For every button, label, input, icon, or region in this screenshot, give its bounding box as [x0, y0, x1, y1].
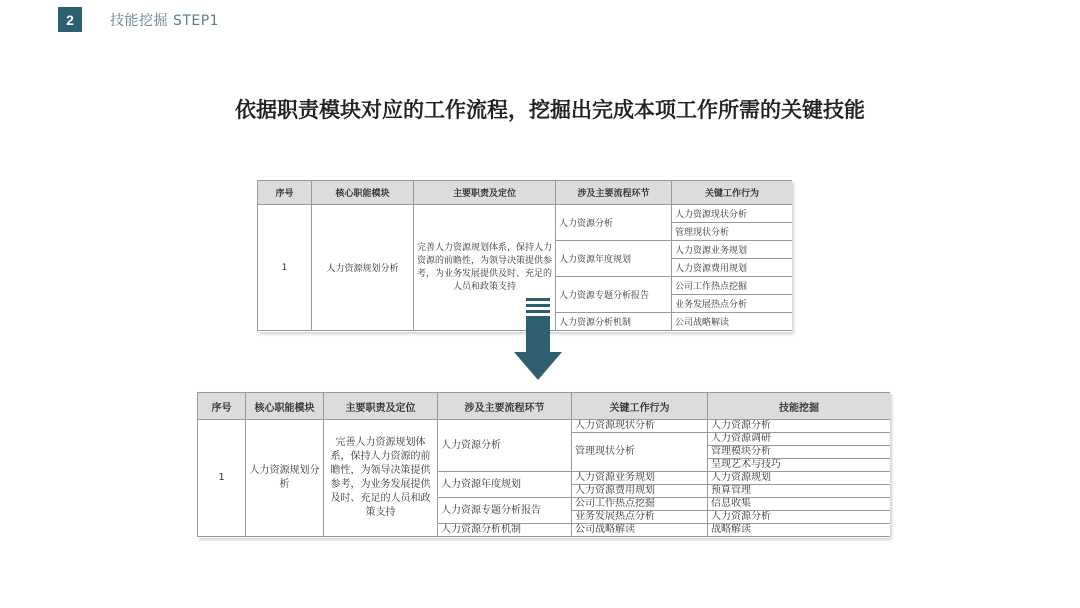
down-arrow-icon [514, 296, 562, 382]
cell-index: 1 [258, 205, 312, 331]
header-process: 涉及主要流程环节 [438, 393, 572, 420]
cell-skill: 人力资源调研 [708, 433, 891, 446]
cell-skill: 战略解读 [708, 524, 891, 537]
header-behavior: 关键工作行为 [672, 181, 793, 205]
cell-behavior: 公司战略解读 [672, 313, 793, 331]
cell-process: 人力资源年度规划 [556, 241, 672, 277]
section-number-badge: 2 [58, 7, 82, 32]
cell-skill: 预算管理 [708, 485, 891, 498]
cell-skill: 人力资源分析 [708, 511, 891, 524]
cell-behavior: 公司工作热点挖掘 [672, 277, 793, 295]
header-process: 涉及主要流程环节 [556, 181, 672, 205]
cell-behavior: 管理现状分析 [572, 433, 708, 472]
cell-duty: 完善人力资源规划体系，保持人力资源的前瞻性，为领导决策提供参考，为业务发展提供及时、充足的人员和政策支持 [414, 205, 556, 331]
cell-behavior: 人力资源现状分析 [672, 205, 793, 223]
cell-skill: 人力资源分析 [708, 420, 891, 433]
cell-process: 人力资源分析 [556, 205, 672, 241]
header-module: 核心职能模块 [312, 181, 414, 205]
cell-behavior: 业务发展热点分析 [572, 511, 708, 524]
cell-skill: 管理模块分析 [708, 446, 891, 459]
cell-behavior: 人力资源费用规划 [672, 259, 793, 277]
cell-behavior: 人力资源业务规划 [672, 241, 793, 259]
cell-module: 人力资源规划分析 [246, 420, 324, 537]
cell-process: 人力资源专题分析报告 [438, 498, 572, 524]
header-skill: 技能挖掘 [708, 393, 891, 420]
cell-behavior: 公司战略解读 [572, 524, 708, 537]
header-index: 序号 [258, 181, 312, 205]
cell-process: 人力资源分析机制 [438, 524, 572, 537]
section-title: 技能挖掘 STEP1 [110, 13, 220, 29]
header-duty: 主要职责及定位 [324, 393, 438, 420]
cell-process: 人力资源专题分析报告 [556, 277, 672, 313]
skill-mining-table [197, 392, 890, 538]
cell-skill: 人力资源规划 [708, 472, 891, 485]
cell-behavior: 业务发展热点分析 [672, 295, 793, 313]
header-index: 序号 [198, 393, 246, 420]
cell-behavior: 人力资源费用规划 [572, 485, 708, 498]
page-title: 依据职责模块对应的工作流程，挖掘出完成本项工作所需的关键技能 [235, 97, 865, 122]
cell-skill: 呈现艺术与技巧 [708, 459, 891, 472]
table-row [198, 420, 891, 433]
cell-behavior: 管理现状分析 [672, 223, 793, 241]
header-duty: 主要职责及定位 [414, 181, 556, 205]
cell-index: 1 [198, 420, 246, 537]
cell-duty: 完善人力资源规划体系，保持人力资源的前瞻性，为领导决策提供参考，为业务发展提供及时、充足的人员和政策支持 [324, 420, 438, 537]
cell-module: 人力资源规划分析 [312, 205, 414, 331]
cell-process: 人力资源年度规划 [438, 472, 572, 498]
cell-behavior: 公司工作热点挖掘 [572, 498, 708, 511]
cell-behavior: 人力资源现状分析 [572, 420, 708, 433]
cell-process: 人力资源分析机制 [556, 313, 672, 331]
table-header-row [198, 393, 891, 420]
header-module: 核心职能模块 [246, 393, 324, 420]
table-header-row [258, 181, 793, 205]
header-behavior: 关键工作行为 [572, 393, 708, 420]
table-row [258, 205, 793, 223]
cell-behavior: 人力资源业务规划 [572, 472, 708, 485]
cell-skill: 信息收集 [708, 498, 891, 511]
cell-process: 人力资源分析 [438, 420, 572, 472]
